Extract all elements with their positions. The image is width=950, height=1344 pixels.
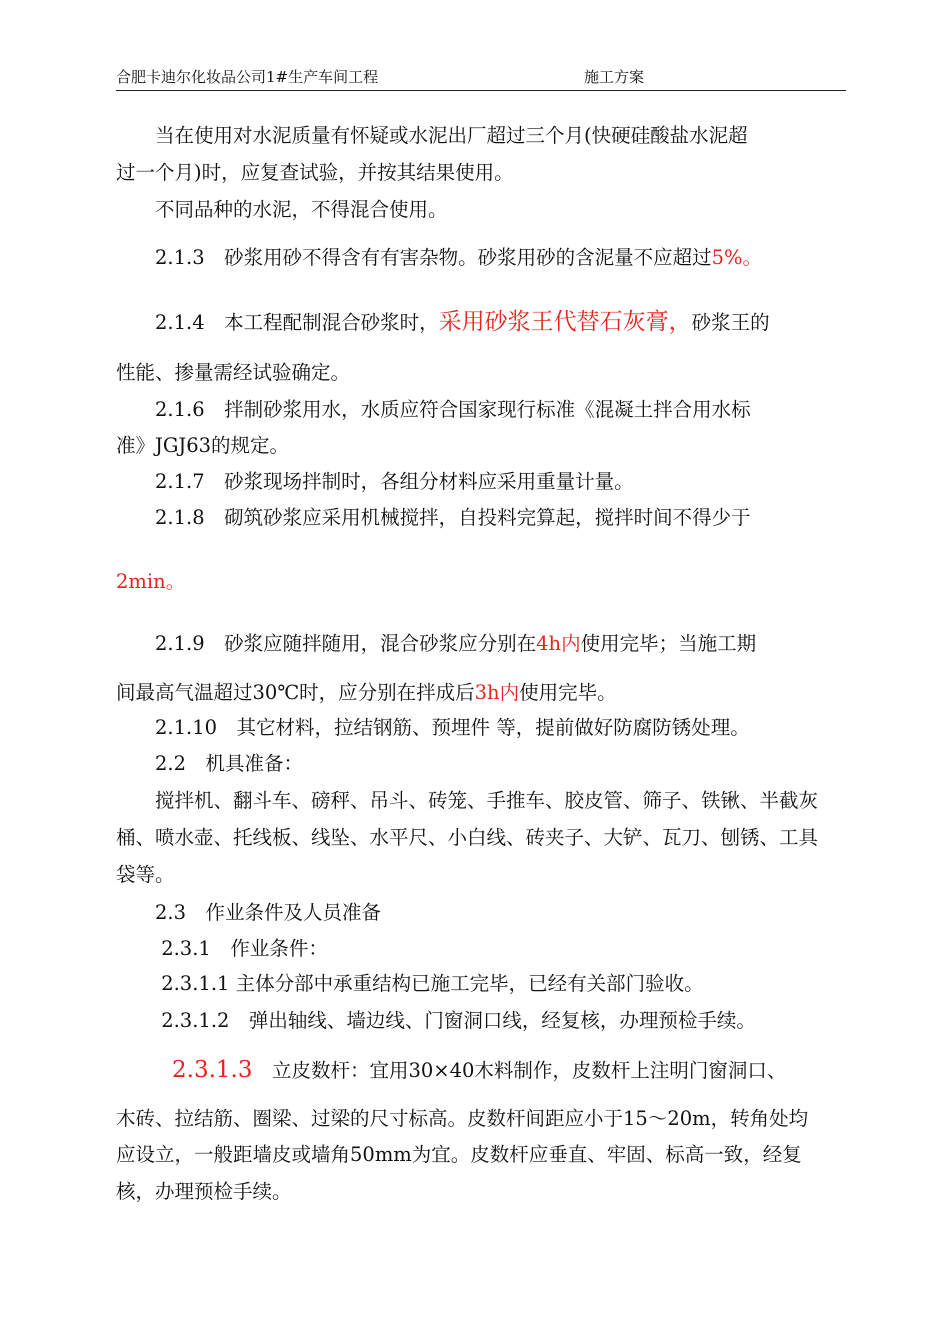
text-line: 应设立，一般距墙皮或墙角50mm为宜。皮数杆应垂直、牢固、标高一致，经复 <box>116 1143 802 1166</box>
section-2-3-1-2: 2.3.1.2 弹出轴线、墙边线、门窗洞口线，经复核，办理预检手续。 <box>116 1009 756 1032</box>
text-line: 间最高气温超过30℃时，应分别在拌成后3h内使用完毕。 <box>116 681 617 704</box>
text-line: 木砖、拉结筋、圈梁、过梁的尺寸标高。皮数杆间距应小于15～20m，转角处均 <box>116 1107 809 1130</box>
text-line: 核，办理预检手续。 <box>116 1180 292 1203</box>
text-line: 袋等。 <box>116 863 175 886</box>
section-2-3-1-3: 2.3.1.3 立皮数杆：宜用30×40木料制作，皮数杆上注明门窗洞口、 <box>172 1057 787 1083</box>
text-line: 当在使用对水泥质量有怀疑或水泥出厂超过三个月(快硬硅酸盐水泥超 <box>116 124 748 147</box>
section-2-2: 2.2 机具准备： <box>116 752 304 775</box>
section-2-3: 2.3 作业条件及人员准备 <box>116 901 382 924</box>
highlight-value: 4h内 <box>536 632 581 655</box>
header-project-name: 合肥卡迪尔化妆品公司1#生产车间工程 <box>116 68 379 86</box>
section-2-1-7: 2.1.7 砂浆现场拌制时，各组分材料应采用重量计量。 <box>116 470 634 493</box>
section-2-1-9: 2.1.9 砂浆应随拌随用，混合砂浆应分别在4h内使用完毕；当施工期 <box>116 632 757 655</box>
highlight-value: 3h内 <box>474 681 520 704</box>
section-2-1-4: 2.1.4 本工程配制混合砂浆时，采用砂浆王代替石灰膏，砂浆王的 <box>116 309 770 335</box>
section-2-3-1: 2.3.1 作业条件： <box>116 937 328 960</box>
highlight-text: 采用砂浆王代替石灰膏， <box>438 309 692 335</box>
text-line: 性能、掺量需经试验确定。 <box>116 361 351 384</box>
header-doc-type: 施工方案 <box>584 68 645 86</box>
highlight-value: 2min。 <box>116 570 186 593</box>
text-line: 不同品种的水泥，不得混合使用。 <box>116 198 448 221</box>
section-2-3-1-1: 2.3.1.1 主体分部中承重结构已施工完毕，已经有关部门验收。 <box>116 972 704 995</box>
section-number: 2.3.1.3 <box>172 1057 253 1083</box>
text-line: 搅拌机、翻斗车、磅秤、吊斗、砖笼、手推车、胶皮管、筛子、铁锹、半截灰 <box>116 789 819 812</box>
text-line: 过一个月)时，应复查试验，并按其结果使用。 <box>116 161 514 184</box>
page-header <box>116 64 846 91</box>
section-2-1-8: 2.1.8 砌筑砂浆应采用机械搅拌，自投料完算起，搅拌时间不得少于 <box>116 506 751 529</box>
text-line: 桶、喷水壶、托线板、线坠、水平尺、小白线、砖夹子、大铲、瓦刀、刨锈、工具 <box>116 826 819 849</box>
text-line: 准》JGJ63的规定。 <box>116 434 290 457</box>
section-2-1-6: 2.1.6 拌制砂浆用水，水质应符合国家现行标准《混凝土拌合用水标 <box>116 398 751 421</box>
section-2-1-3: 2.1.3 砂浆用砂不得含有有害杂物。砂浆用砂的含泥量不应超过5%。 <box>116 246 763 269</box>
highlight-value: 5%。 <box>711 246 763 269</box>
section-2-1-10: 2.1.10 其它材料，拉结钢筋、预埋件 等，提前做好防腐防锈处理。 <box>116 716 750 739</box>
